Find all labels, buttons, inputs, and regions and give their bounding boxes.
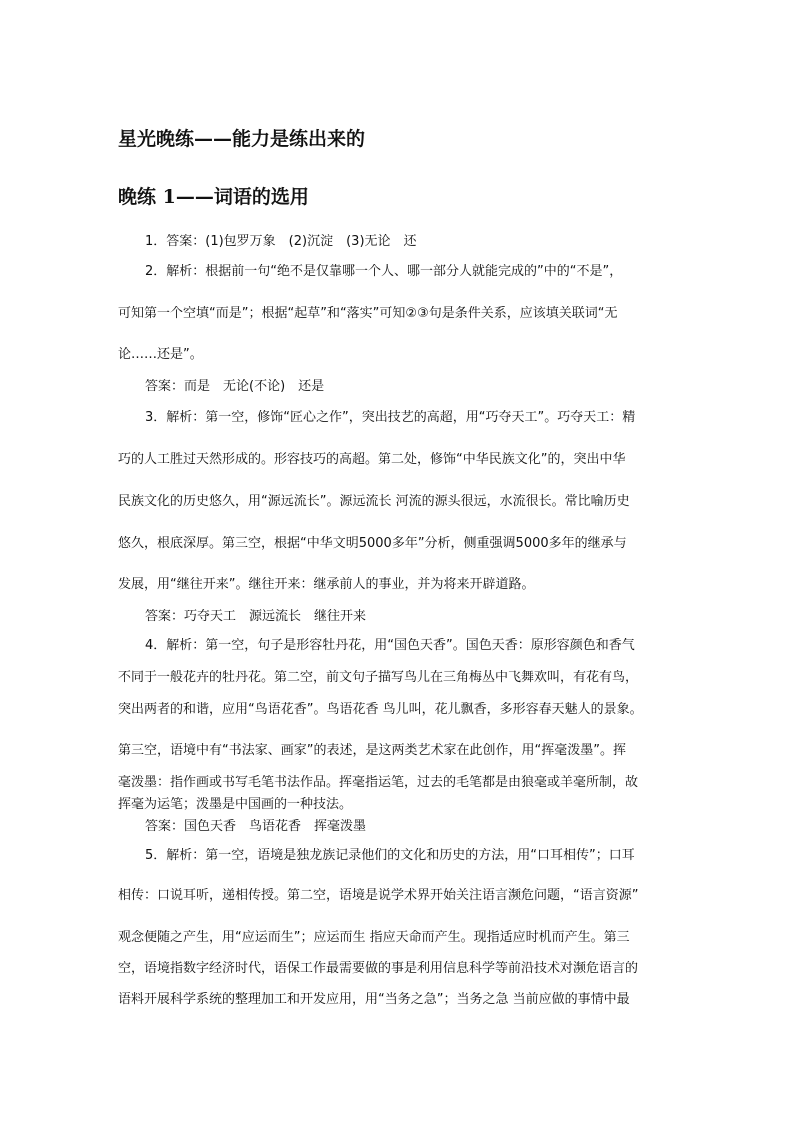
paragraph-line: 悠久，根底深厚。第三空，根据“中华文明5000多年”分析，侧重强调5000多年的继承与 [118,536,627,551]
paragraph-line: 3．解析：第一空，修饰“匠心之作”，突出技艺的高超，用“巧夺天工”。巧夺天工：精 [145,410,636,425]
paragraph-line: 2．解析：根据前一句“绝不是仅靠哪一个人、哪一部分人就能完成的”中的“不是”， [145,264,623,279]
paragraph-line: 民族文化的历史悠久，用“源远流长”。源远流长 河流的源头很远，水流很长。常比喻历史 [118,494,630,509]
paragraph-line: 挥毫为运笔；泼墨是中国画的一种技法。 [118,797,353,812]
paragraph-line: 论……还是”。 [118,347,203,362]
paragraph-line: 毫泼墨：指作画或书写毛笔书法作品。挥毫指运笔，过去的毛笔都是由狼毫或羊毫所制，故 [118,775,639,790]
answer-line: 答案：国色天香 鸟语花香 挥毫泼墨 [145,819,367,834]
paragraph-line: 可知第一个空填“而是”；根据“起草”和“落实”可知②③句是条件关系，应该填关联词“无 [118,306,618,321]
paragraph-line: 不同于一般花卉的牡丹花。第二空，前文句子描写鸟儿在三角梅丛中飞舞欢叫，有花有鸟， [118,670,639,685]
paragraph-line: 巧的人工胜过天然形成的。形容技巧的高超。第二处，修饰“中华民族文化”的，突出中华 [118,452,626,467]
paragraph-line: 相传：口说耳听，递相传授。第二空，语境是说学术界开始关注语言濒危问题，“语言资源” [118,888,639,903]
answer-1: 1．答案：(1)包罗万象 (2)沉淀 (3)无论 还 [145,234,417,249]
paragraph-line: 观念便随之产生，用“应运而生”；应运而生 指应天命而产生。现指适应时机而产生。第三 [118,930,630,945]
answer-line: 答案：而是 无论(不论) 还是 [145,379,325,394]
paragraph-line: 第三空，语境中有“书法家、画家”的表述，是这两类艺术家在此创作，用“挥毫泼墨”。挥 [118,743,626,758]
paragraph-line: 4．解析：第一空，句子是形容牡丹花，用“国色天香”。国色天香：原形容颜色和香气 [145,638,635,653]
paragraph-line: 5．解析：第一空，语境是独龙族记录他们的文化和历史的方法，用“口耳相传”；口耳 [145,848,635,863]
paragraph-line: 语料开展科学系统的整理加工和开发应用，用“当务之急”；当务之急 当前应做的事情中最 [118,992,630,1007]
page-title: 星光晚练——能力是练出来的 [118,128,366,150]
paragraph-line: 发展，用“继往开来”。继往开来：继承前人的事业，并为将来开辟道路。 [118,577,535,592]
paragraph-line: 突出两者的和谐，应用“鸟语花香”。鸟语花香 鸟儿叫，花儿飘香，多形容春天魅人的景象。 [118,702,643,717]
paragraph-line: 空，语境指数字经济时代，语保工作最需要做的事是利用信息科学等前沿技术对濒危语言的 [118,961,639,976]
section-heading: 晚练 1——词语的选用 [118,186,309,208]
answer-line: 答案：巧夺天工 源远流长 继往开来 [145,609,367,624]
